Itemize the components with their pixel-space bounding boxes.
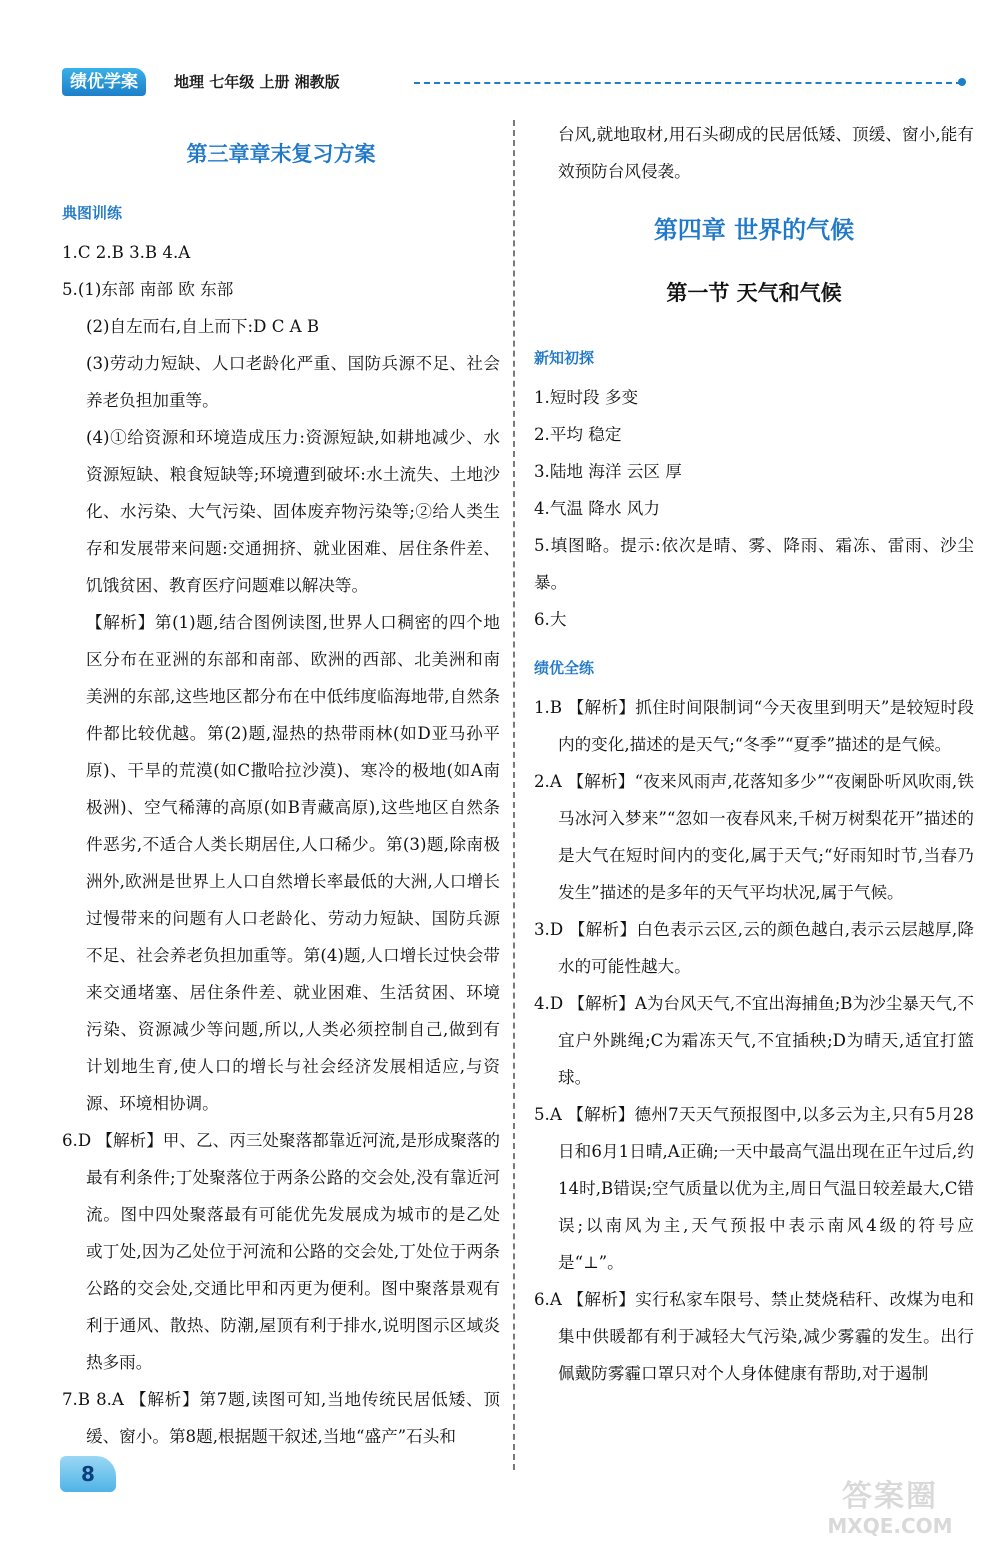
answer-line: (3)劳动力短缺、人口老龄化严重、国防兵源不足、社会养老负担加重等。 xyxy=(86,354,500,410)
answer-item: 4.D 【解析】A为台风天气,不宜出海捕鱼;B为沙尘暴天气,不宜户外跳绳;C为霜冻天气,不宜插秧;D为晴天,适宜打篮球。 xyxy=(534,994,974,1087)
subsection-title-diagram-training: 典图训练 xyxy=(62,204,123,222)
answer-item: 5.A 【解析】德州7天天气预报图中,以多云为主,只有5月28日和6月1日晴,A正确;一天中最高气温出现在正午过后,约14时,B错误;空气质量以优为主,周日气温日较差最大,C错误;以南风为主,天气预报中表示南风4级的符号应是“⊥”。 xyxy=(534,1105,974,1272)
answer-item: 6.A 【解析】实行私家车限号、禁止焚烧秸秆、改煤为电和集中供暖都有利于减轻大气污染,减少雾霾的发生。出行佩戴防雾霾口罩只对个人身体健康有帮助,对于遏制 xyxy=(534,1290,974,1383)
answer-item: 7.B 8.A 【解析】第7题,读图可知,当地传统民居低矮、顶缓、窗小。第8题,根据题干叙述,当地“盛产”石头和 xyxy=(62,1390,500,1446)
left-column xyxy=(62,116,500,1455)
header-rule-dot xyxy=(958,78,966,86)
chapter-title: 第四章 世界的气候 xyxy=(653,216,855,244)
answer-item: 6.D 【解析】甲、乙、丙三处聚落都靠近河流,是形成聚落的最有利条件;丁处聚落位于两条公路的交会处,没有靠近河流。图中四处聚落最有可能优先发展成为城市的是乙处或丁处,因为乙处位于河流和公路的交会处,丁处位于两条公路的交会处,交通比甲和丙更为便利。图中聚落景观有利于通风、散热、防潮,屋顶有利于排水,说明图示区域炎热多雨。 xyxy=(62,1131,500,1372)
answer-line: 1.短时段 多变 xyxy=(534,388,639,407)
answer-line: 6.大 xyxy=(534,610,567,629)
watermark-text: 答案圈 xyxy=(842,1479,938,1514)
answer-line: 3.陆地 海洋 云区 厚 xyxy=(534,462,682,481)
answer-line: 1.C 2.B 3.B 4.A xyxy=(62,243,191,262)
page-header xyxy=(62,64,970,100)
answer-line: 5.填图略。提示:依次是晴、雾、降雨、霜冻、雷雨、沙尘暴。 xyxy=(534,536,974,592)
subsection-title-new-knowledge: 新知初探 xyxy=(534,349,595,367)
page-number-badge: 8 xyxy=(60,1456,116,1492)
book-series-label: 地理 七年级 上册 湘教版 xyxy=(174,73,340,91)
answer-line: (2)自左而右,自上而下:D C A B xyxy=(86,317,320,336)
brand-logo: 绩优学案 xyxy=(62,68,146,96)
header-dashed-rule xyxy=(414,82,962,84)
answer-line: 2.平均 稳定 xyxy=(534,425,622,444)
answer-line: 4.气温 降水 风力 xyxy=(534,499,660,518)
analysis-paragraph: 【解析】第(1)题,结合图例读图,世界人口稠密的四个地区分布在亚洲的东部和南部、欧洲的西部、北美洲和南美洲的东部,这些地区都分布在中低纬度临海地带,自然条件都比较优越。第(2)题,湿热的热带雨林(如D亚马孙平原)、干旱的荒漠(如C撒哈拉沙漠)、寒冷的极地(如A南极洲)、空气稀薄的高原(如B青藏高原),这些地区自然条件恶劣,不适合人类长期居住,人口稀少。第(3)题,除南极洲外,欧洲是世界上人口自然增长率最低的大洲,人口增长过慢带来的问题有人口老龄化、劳动力短缺、国防兵源不足、社会养老负担加重等。第(4)题,人口增长过快会带来交通堵塞、居住条件差、就业困难、生活贫困、环境污染、资源减少等问题,所以,人类必须控制自己,做到有计划地生育,使人口的增长与社会经济发展相适应,与资源、环境相协调。 xyxy=(86,613,500,1113)
watermark-logo xyxy=(790,1480,990,1544)
answer-line: 5.(1)东部 南部 欧 东部 xyxy=(62,280,234,299)
answer-item: 1.B 【解析】抓住时间限制词“今天夜里到明天”是较短时段内的变化,描述的是天气;“冬季”“夏季”描述的是气候。 xyxy=(534,698,974,754)
right-column xyxy=(534,116,974,1392)
answer-line: (4)①给资源和环境造成压力:资源短缺,如耕地减少、水资源短缺、粮食短缺等;环境遭到破坏:水土流失、土地沙化、水污染、大气污染、固体废弃物污染等;②给人类生存和发展带来问题:交通拥挤、就业困难、居住条件差、饥饿贫困、教育医疗问题难以解决等。 xyxy=(86,428,500,595)
subsection-title-full-practice: 绩优全练 xyxy=(534,659,595,677)
answer-item: 3.D 【解析】白色表示云区,云的颜色越白,表示云层越厚,降水的可能性越大。 xyxy=(534,920,974,976)
lesson-title: 第一节 天气和气候 xyxy=(666,281,842,305)
watermark-url: MXQE.COM xyxy=(827,1514,953,1538)
answer-item: 2.A 【解析】“夜来风雨声,花落知多少”“夜阑卧听风吹雨,铁马冰河入梦来”“忽如一夜春风来,千树万树梨花开”描述的是大气在短时间内的变化,属于天气;“好雨知时节,当春乃发生”描述的是多年的天气平均状况,属于气候。 xyxy=(534,772,974,902)
section-title: 第三章章末复习方案 xyxy=(186,142,376,166)
column-divider xyxy=(513,120,515,1470)
continued-text: 台风,就地取材,用石头砌成的民居低矮、顶缓、窗小,能有效预防台风侵袭。 xyxy=(558,125,974,181)
